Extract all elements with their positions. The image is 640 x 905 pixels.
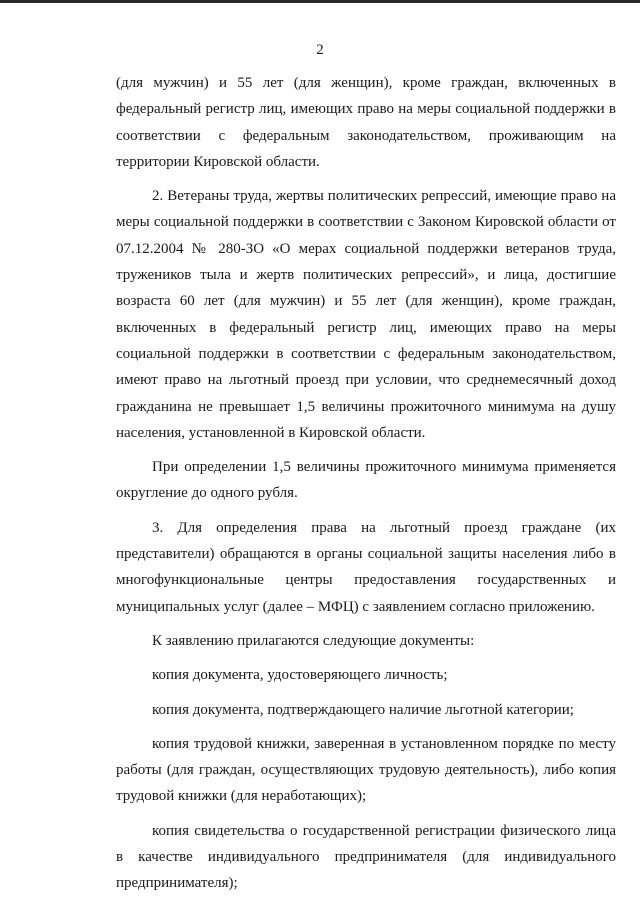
paragraph-continuation: (для мужчин) и 55 лет (для женщин), кроме граждан, включенных в федеральный регистр лиц, имеющих право на меры социальной поддержки в соответствии с федеральным законодательством, проживающим на территории Кировской области. [116,75,616,170]
list-item-employment-record: копия трудовой книжки, заверенная в установленном порядке по месту работы (для граждан, осуществляющих трудовую деятельность), либо копия трудовой книжки (для неработающих); [116,735,616,805]
list-item-entrepreneur-certificate: копия свидетельства о государственной регистрации физического лица в качестве индивидуального предпринимателя (для индивидуального предпринимателя); [116,822,616,892]
page-number: 2 [316,42,324,58]
paragraph-rounding: При определении 1,5 величины прожиточного минимума применяется округление до одного рубля. [116,459,616,502]
list-item-category-document: копия документа, подтверждающего наличие льготной категории; [152,701,574,718]
paragraph-documents-intro: К заявлению прилагаются следующие документы: [152,632,475,649]
scan-top-edge [0,0,640,3]
list-item-identity-document: копия документа, удостоверяющего личность; [152,667,448,684]
paragraph-item-3: 3. Для определения права на льготный проезд граждане (их представители) обращаются в органы социальной защиты населения либо в многофункциональные центры предоставления государственных и муниципальных услуг (далее – МФЦ) с заявлением согласно приложению. [116,519,616,615]
paragraph-item-2: 2. Ветераны труда, жертвы политических репрессий, имеющие право на меры социальной поддержки в соответствии с Законом Кировской области от 07.12.2004 № 280-ЗО «О мерах социальной поддержки ветеранов труда, тружеников тыла и жертв политических репрессий», и лица, достигшие возраста 60 лет (для мужчин) и 55 лет (для женщин), кроме граждан, включенных в федеральный регистр лиц, имеющих право на меры социальной поддержки в соответствии с федеральным законодательством, имеют право на льготный проезд при условии, что среднемесячный доход гражданина не превышает 1,5 величины прожиточного минимума на душу населения, установленной в Кировской области. [116,188,616,441]
document-body [116,70,616,897]
